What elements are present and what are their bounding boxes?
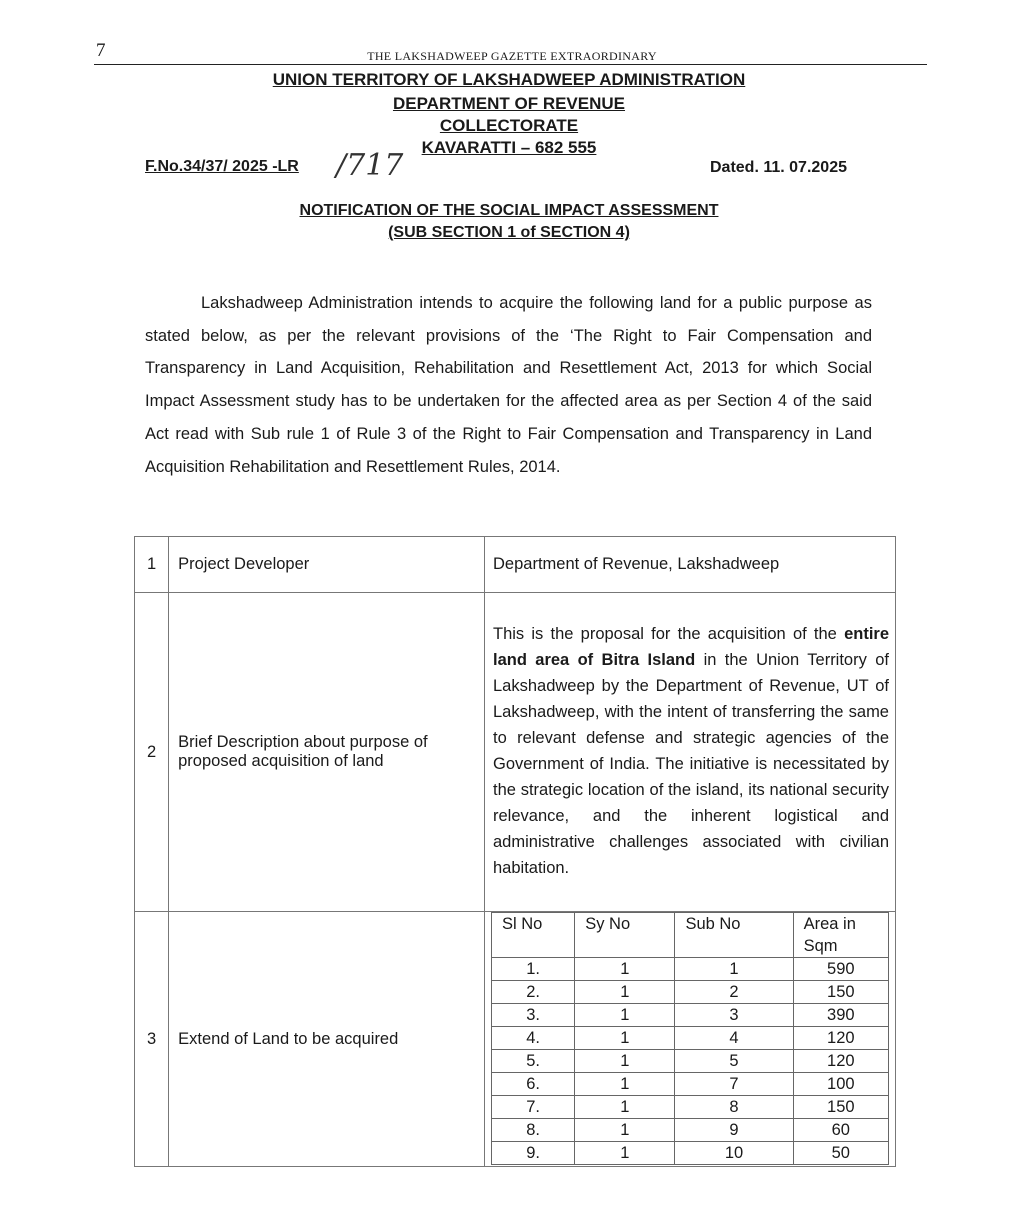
notification-title: NOTIFICATION OF THE SOCIAL IMPACT ASSESSMENT: [299, 202, 719, 219]
land-row: [492, 958, 889, 981]
land-area: 50: [793, 1142, 888, 1165]
land-header-sy-no: Sy No: [575, 913, 675, 958]
table-row: [135, 537, 896, 593]
land-sy-no: 1: [575, 981, 675, 1004]
land-sub-no: 8: [675, 1096, 793, 1119]
land-sy-no: 1: [575, 1119, 675, 1142]
land-header-sub-no: Sub No: [675, 913, 793, 958]
row-value: Department of Revenue, Lakshadweep: [485, 537, 896, 593]
land-table-header: [492, 913, 889, 958]
land-area: 590: [793, 958, 888, 981]
purpose-description-pre: This is the proposal for the acquisition of the: [493, 625, 845, 644]
land-sub-no: 7: [675, 1073, 793, 1096]
row-label: Project Developer: [169, 537, 485, 593]
land-sl-no: 9.: [492, 1142, 575, 1165]
land-sy-no: 1: [575, 1073, 675, 1096]
land-table: [491, 912, 889, 1165]
land-area: 120: [793, 1027, 888, 1050]
purpose-description-bold: entire land area of Bitra Island: [493, 625, 889, 670]
header-rule: [94, 64, 927, 65]
row-label: Extend of Land to be acquired: [169, 912, 485, 1167]
header-line-administration: UNION TERRITORY OF LAKSHADWEEP ADMINISTRATION: [272, 70, 746, 89]
land-row: [492, 1096, 889, 1119]
land-sl-no: 3.: [492, 1004, 575, 1027]
land-area: 100: [793, 1073, 888, 1096]
land-row: [492, 1073, 889, 1096]
notification-date: Dated. 11. 07.2025: [710, 159, 847, 176]
header-line-address: KAVARATTI – 682 555: [421, 138, 597, 157]
land-row: [492, 1142, 889, 1165]
gazette-title: THE LAKSHADWEEP GAZETTE EXTRAORDINARY: [367, 49, 657, 63]
land-row: [492, 981, 889, 1004]
land-row: [492, 1119, 889, 1142]
land-sub-no: 5: [675, 1050, 793, 1073]
row-number: 3: [135, 912, 169, 1167]
table-row: [135, 593, 896, 912]
land-sy-no: 1: [575, 958, 675, 981]
land-sl-no: 1.: [492, 958, 575, 981]
land-sub-no: 10: [675, 1142, 793, 1165]
land-row: [492, 1050, 889, 1073]
land-sy-no: 1: [575, 1004, 675, 1027]
file-number: F.No.34/37/ 2025 -LR: [145, 158, 299, 175]
land-area: 390: [793, 1004, 888, 1027]
land-sy-no: 1: [575, 1096, 675, 1119]
land-sub-no: 9: [675, 1119, 793, 1142]
body-paragraph: Lakshadweep Administration intends to acquire the following land for a public purpose as stated below, as per the relevant provisions of the ‘The Right to Fair Compensation and Transparency in Land Acquisition, Rehabilitation and Resettlement Act, 2013 for which Social Impact Assessment study has to be undertaken for the affected area as per Section 4 of the said Act read with Sub rule 1 of Rule 3 of the Right to Fair Compensation and Transparency in Land Acquisition Rehabilitation and Resettlement Rules, 2014.: [145, 294, 872, 476]
land-sy-no: 1: [575, 1142, 675, 1165]
table-row: [135, 912, 896, 1167]
land-sub-no: 2: [675, 981, 793, 1004]
row-number: 2: [135, 593, 169, 912]
land-row: [492, 1027, 889, 1050]
land-row: [492, 1004, 889, 1027]
land-sl-no: 6.: [492, 1073, 575, 1096]
land-sy-no: 1: [575, 1027, 675, 1050]
header-line-department: DEPARTMENT OF REVENUE: [392, 94, 626, 113]
land-area: 150: [793, 1096, 888, 1119]
notification-subtitle: (SUB SECTION 1 of SECTION 4): [388, 224, 630, 241]
purpose-description: [485, 593, 896, 912]
land-sl-no: 4.: [492, 1027, 575, 1050]
land-sl-no: 7.: [492, 1096, 575, 1119]
land-area: 60: [793, 1119, 888, 1142]
land-sl-no: 2.: [492, 981, 575, 1004]
file-number-handwritten: /717: [336, 148, 404, 183]
land-sub-no: 4: [675, 1027, 793, 1050]
land-header-area: Area in Sqm: [793, 913, 888, 958]
row-label: Brief Description about purpose of proposed acquisition of land: [169, 593, 485, 912]
land-sub-no: 1: [675, 958, 793, 981]
land-header-sl-no: Sl No: [492, 913, 575, 958]
land-sub-no: 3: [675, 1004, 793, 1027]
land-sy-no: 1: [575, 1050, 675, 1073]
details-table: [134, 536, 896, 1167]
row-number: 1: [135, 537, 169, 593]
purpose-description-post: in the Union Territory of Lakshadweep by the Department of Revenue, UT of Lakshadweep, with the intent of transferring the same to relevant defense and strategic agencies of the Government of India. The initiative is necessitated by the strategic location of the island, its national security relevance, and the inherent logistical and administrative challenges associated with civilian habitation.: [493, 651, 889, 877]
land-area: 150: [793, 981, 888, 1004]
land-table-cell: [485, 912, 896, 1167]
land-sl-no: 8.: [492, 1119, 575, 1142]
land-area: 120: [793, 1050, 888, 1073]
header-line-collectorate: COLLECTORATE: [439, 116, 579, 135]
land-sl-no: 5.: [492, 1050, 575, 1073]
page-number: 7: [96, 40, 106, 61]
